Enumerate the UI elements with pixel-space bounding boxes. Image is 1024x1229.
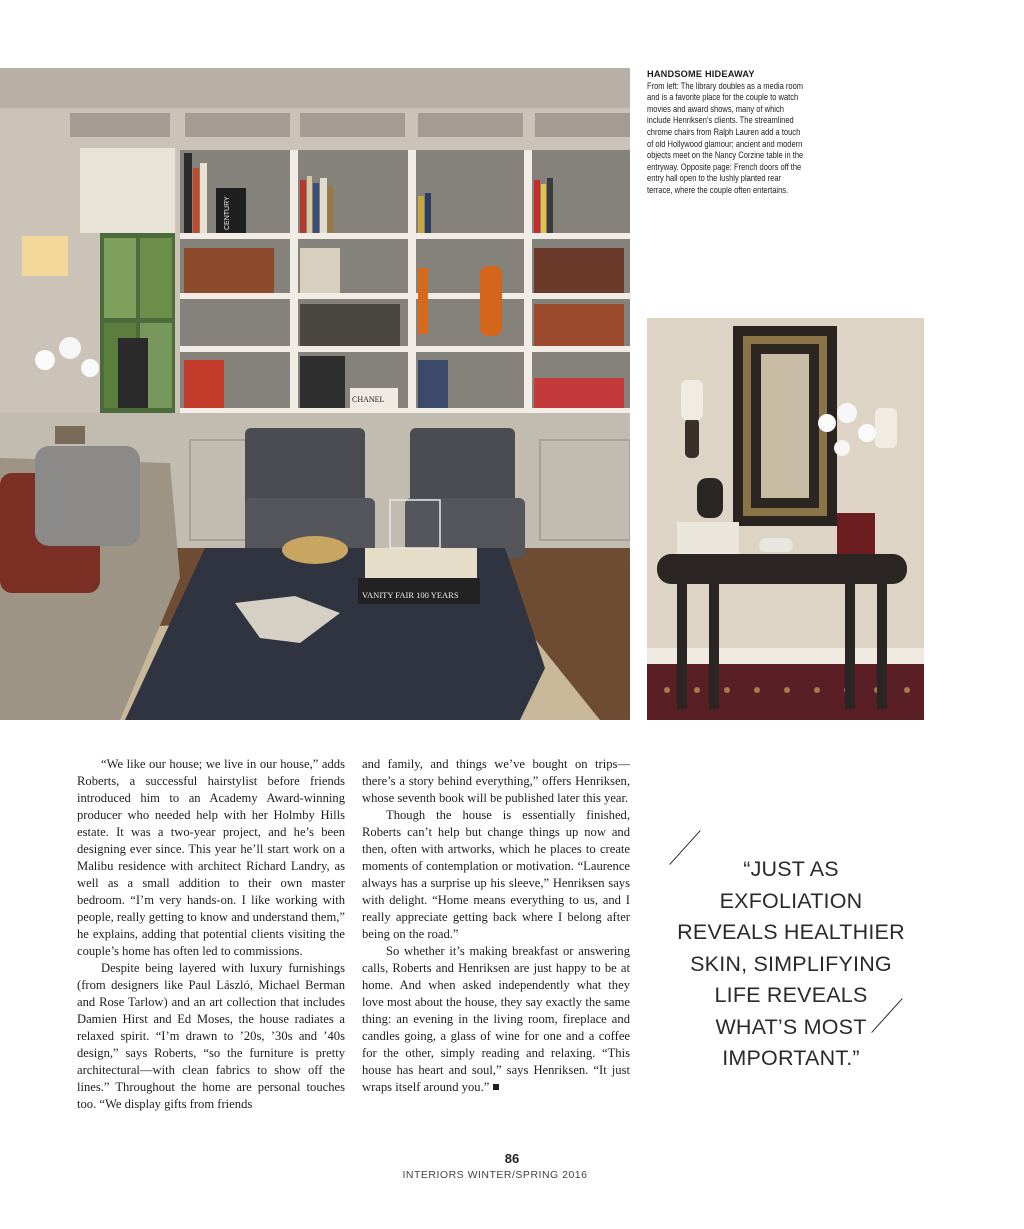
article-final-text: So whether it’s making breakfast or answering calls, Roberts and Henriksen are just happy to be at home. And when asked independently what they love most about the house, they say exactly the same thing: an evening in the living room, fireplace and candles going, a glass of wine for one and a coffee for the other, simply reading and relaxing. “This house has heart and soul,” says Henriksen. “It just wraps itself around you.” — [362, 944, 630, 1094]
caption-title: HANDSOME HIDEAWAY — [647, 69, 755, 79]
photo-caption — [647, 69, 807, 197]
book-century: CENTURY — [224, 196, 231, 230]
article-paragraph: Though the house is essentially finished, Roberts can’t help but change things up now and then, often with artworks, which he places to create moments of contemplation or motivation. “Laurence always has a surprise up his sleeve,” Henriksen says with delight. “Home means everything to us, and I really appreciate getting back where I belong after being on the road.” — [362, 808, 630, 941]
book-vanity-fair: VANITY FAIR 100 YEARS — [362, 590, 459, 600]
end-mark-icon — [493, 1084, 499, 1090]
pull-quote: “JUST AS EXFOLIATION REVEALS HEALTHIER SKIN, SIMPLIFYING LIFE REVEALS WHAT’S MOST IMPORTANT.” — [677, 857, 905, 1070]
article-paragraph-continued: and family, and things we’ve bought on trips—there’s a story behind everything,” offers Henriksen, whose seventh book will be published later this year. — [362, 757, 630, 805]
entryway-illustration — [647, 318, 924, 720]
article-paragraph: Despite being layered with luxury furnishings (from designers like Paul László, Michael Berman and Rose Tarlow) and an art collection that includes Damien Hirst and Ed Moses, the house radiates a relaxed spirit. “I’m drawn to ’20s, ’30s and ’40s design,” says Roberts, “so the furniture is pretty architectural—with clean fabrics to show off the lines.” Throughout the home are personal touches too. “We display gifts from friends — [77, 961, 345, 1111]
library-photo — [0, 68, 630, 720]
article-column-1 — [77, 756, 345, 1113]
article-paragraph-last — [362, 943, 630, 1096]
folio: INTERIORS WINTER/SPRING 2016 — [402, 1169, 588, 1181]
page-number: 86 — [504, 1151, 520, 1166]
caption-body: From left: The library doubles as a media room and is a favorite place for the couple to watch movies and award shows, many of which include Henriksen’s clients. The streamlined chrome chairs from Ralph Lauren add a touch of old Hollywood glamour; ancient and modern objects meet on the Nancy Corzine table in the entryway. Opposite page: French doors off the entry hall open to the lushly planted rear terrace, where the couple often entertains. — [647, 80, 804, 195]
article-column-2 — [362, 756, 630, 1096]
book-chanel: CHANEL — [352, 395, 385, 404]
entryway-photo — [647, 318, 924, 720]
library-illustration — [0, 68, 630, 720]
article-paragraph: “We like our house; we live in our house,” adds Roberts, a successful hairstylist before friends introduced him to an Academy Award-winning producer who needed help with her Holmby Hills estate. It was a two-year project, and he’s been designing ever since. This year he’ll start work on a Malibu residence with architect Richard Landry, as well as a small addition to their own master bedroom. “I’m very hands-on. I like working with people, really getting to know and understand them,” he explains, adding that potential clients visiting the couple’s home has often led to commissions. — [77, 757, 345, 958]
pull-quote-block — [664, 830, 924, 1070]
